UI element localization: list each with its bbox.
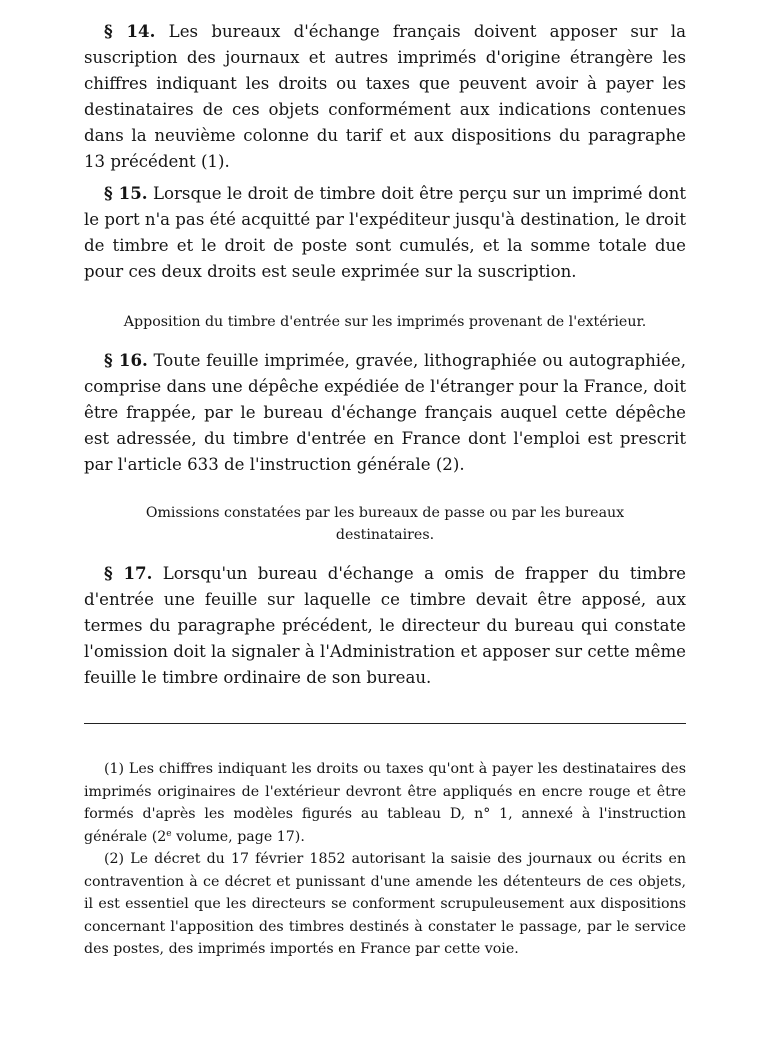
footnote-divider [84, 723, 686, 724]
footnotes [84, 758, 686, 961]
paragraph-number: § 17. [104, 563, 153, 583]
paragraph-number: § 16. [104, 350, 148, 370]
footnote-text-end: volume, page 17). [171, 828, 305, 845]
footnote-text: (1) Les chiffres indiquant les droits ou taxes qu'ont à payer les destinataires des imprimés originaires de l'extérieur devront être appliqués en encre rouge et être formés d'après les modèles figurés au tableau D, n° 1, annexé à l'instruction générale (2 [84, 761, 686, 845]
paragraph-text: Toute feuille imprimée, gravée, lithographiée ou autographiée, comprise dans une dépêche expédiée de l'étranger pour la France, doit être frappée, par le bureau d'échange français auquel cette dépêche est adressée, du timbre d'entrée en France dont l'emploi est prescrit par l'article 633 de l'instruction générale (2). [84, 351, 686, 474]
paragraph-16 [84, 347, 686, 478]
paragraph-text: Les bureaux d'échange français doivent apposer sur la suscription des journaux et autres imprimés d'origine étrangère les chiffres indiquant les droits ou taxes que peuvent avoir à payer les destinataires de ces objets conformément aux indications contenues dans la neuvième colonne du tarif et aux dispositions du paragraphe 13 précédent (1). [84, 22, 687, 171]
section-heading-timbre-entree: Apposition du timbre d'entrée sur les imprimés provenant de l'extérieur. [123, 314, 647, 330]
paragraph-17 [84, 560, 686, 691]
footnote-1 [84, 758, 686, 848]
paragraph-number: § 15. [104, 183, 148, 203]
paragraph-14 [84, 18, 686, 175]
paragraph-text: Lorsqu'un bureau d'échange a omis de frapper du timbre d'entrée une feuille sur laquelle ce timbre devait être apposé, aux termes du paragraphe précédent, le directeur du bureau qui constate l'omission doit la signaler à l'Administration et apposer sur cette même feuille le timbre ordinaire de son bureau. [84, 564, 687, 687]
footnote-2: (2) Le décret du 17 février 1852 autorisant la saisie des journaux ou écrits en contravention à ce décret et punissant d'une amende les détenteurs de ces objets, il est essentiel que les directeurs se conforment scrupuleusement aux dispositions concernant l'apposition des timbres destinés à constater le passage, par le service des postes, des imprimés importés en France par cette voie. [84, 851, 686, 957]
section-heading-omissions: Omissions constatées par les bureaux de passe ou par les bureaux destinataires. [145, 505, 625, 543]
paragraph-text: Lorsque le droit de timbre doit être perçu sur un imprimé dont le port n'a pas été acquitté par l'expéditeur jusqu'à destination, le droit de timbre et le droit de poste sont cumulés, et la somme totale due pour ces deux droits est seule exprimée sur la suscription. [84, 184, 686, 281]
document-page [84, 18, 686, 961]
paragraph-number: § 14. [104, 21, 156, 41]
footnote-superscript: e [166, 828, 172, 839]
paragraph-15 [84, 180, 686, 285]
